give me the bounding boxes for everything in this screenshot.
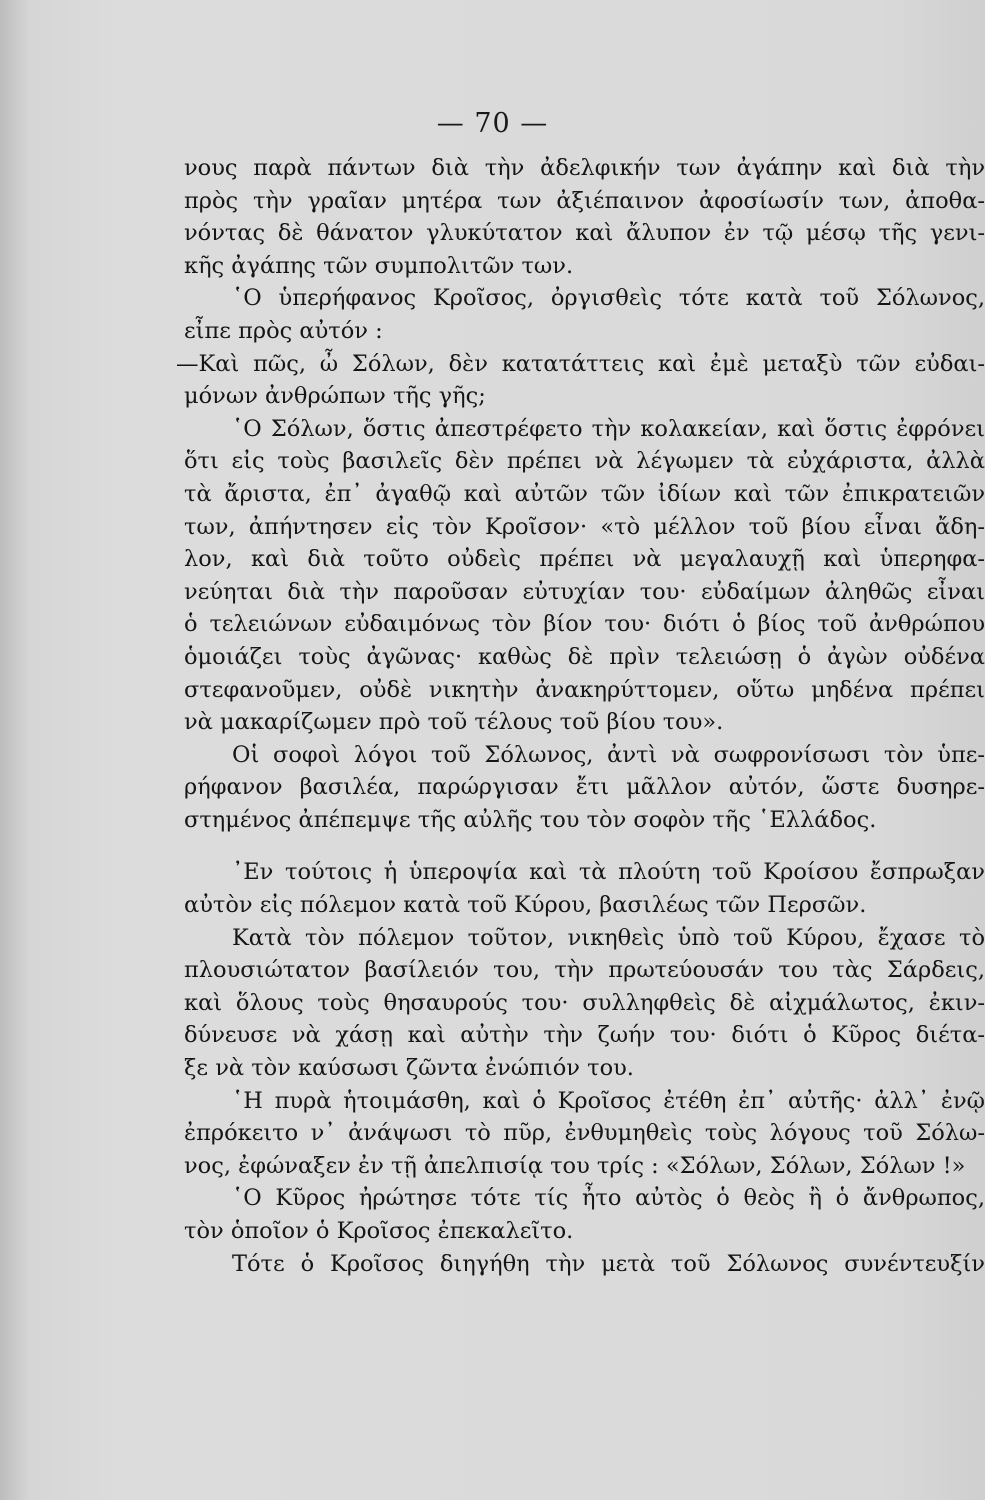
section-gap <box>184 836 985 856</box>
text-line: ἐπρόκειτο ν᾿ ἀνάψωσι τὸ πῦρ, ἐνθυμηθεὶς τοὺς λόγους τοῦ Σόλω- <box>184 1120 985 1147</box>
body-text <box>176 152 985 1280</box>
paragraph <box>184 282 985 347</box>
text-line: λον, καὶ διὰ τοῦτο οὐδεὶς πρέπει νὰ μεγαλαυχῇ καὶ ὑπερηφα- <box>184 546 985 573</box>
text-line: αὐτὸν εἰς πόλεμον κατὰ τοῦ Κύρου, βασιλέως τῶν Περσῶν. <box>184 892 867 919</box>
text-line: πρὸς τὴν γραῖαν μητέρα των ἀξιέπαινον ἀφοσίωσίν των, ἀποθα- <box>184 187 985 214</box>
text-line: ρήφανον βασιλέα, παρώργισαν ἔτι μᾶλλον αὐτόν, ὥστε δυσηρε- <box>184 774 985 801</box>
paragraph <box>184 413 985 739</box>
text-line: στημένος ἀπέπεμψε τῆς αὐλῆς του τὸν σοφὸν τῆς ῾Ελλάδος. <box>184 806 877 833</box>
text-line: κῆς ἀγάπης τῶν συμπολιτῶν των. <box>184 252 574 279</box>
paragraph <box>184 739 985 837</box>
page-number: — 70 — <box>436 108 549 139</box>
text-line: Τότε ὁ Κροῖσος διηγήθη τὴν μετὰ τοῦ Σόλωνος συνέντευξίν <box>232 1250 985 1277</box>
text-line: Οἱ σοφοὶ λόγοι τοῦ Σόλωνος, ἀντὶ νὰ σωφρονίσωσι τὸν ὑπε- <box>232 741 985 768</box>
paragraph <box>184 1248 985 1281</box>
text-line: ᾿Εν τούτοις ἡ ὑπεροψία καὶ τὰ πλούτη τοῦ Κροίσου ἔσπρωξαν <box>232 859 985 886</box>
paragraph <box>184 1085 985 1183</box>
text-line: πλουσιώτατον βασίλειόν του, τὴν πρωτεύουσάν του τὰς Σάρδεις, <box>184 957 985 984</box>
text-line: τὸν ὁποῖον ὁ Κροῖσος ἐπεκαλεῖτο. <box>184 1218 574 1244</box>
text-line: ῾Ο Σόλων, ὅστις ἀπεστρέφετο τὴν κολακείαν, καὶ ὅστις ἐφρόνει <box>232 415 985 442</box>
text-line: μόνων ἀνθρώπων τῆς γῆς; <box>184 383 486 410</box>
text-line: ῾Η πυρὰ ἡτοιμάσθη, καὶ ὁ Κροῖσος ἐτέθη ἐπ᾿ αὐτῆς· ἀλλ᾿ ἐνῷ <box>232 1087 985 1114</box>
text-line: νους παρὰ πάντων διὰ τὴν ἀδελφικήν των ἀγάπην καὶ διὰ τὴν <box>184 155 985 181</box>
text-line: ῾Ο ὑπερήφανος Κροῖσος, ὀργισθεὶς τότε κατὰ τοῦ Σόλωνος, <box>232 285 985 312</box>
text-line: νος, ἐφώναξεν ἐν τῇ ἀπελπισίᾳ του τρίς : «Σόλων, Σόλων, Σόλων !» <box>184 1152 966 1179</box>
paragraph <box>184 856 985 921</box>
paragraph <box>184 152 985 282</box>
text-line: ὁμοιάζει τοὺς ἀγῶνας· καθὼς δὲ πρὶν τελειώσῃ ὁ ἀγὼν οὐδένα <box>184 643 985 670</box>
text-line: εἶπε πρὸς αὐτόν : <box>184 317 383 344</box>
text-line: καὶ ὅλους τοὺς θησαυρούς του· συλληφθεὶς δὲ αἰχμάλωτος, ἐκιν- <box>184 989 985 1016</box>
text-line: δύνευσε νὰ χάσῃ καὶ αὐτὴν τὴν ζωήν του· διότι ὁ Κῦρος διέτα- <box>184 1022 985 1049</box>
text-line: των, ἀπήντησεν εἰς τὸν Κροῖσον· «τὸ μέλλον τοῦ βίου εἶναι ἄδη- <box>184 513 985 540</box>
text-line: ῾Ο Κῦρος ἠρώτησε τότε τίς ἦτο αὐτὸς ὁ θεὸς ἢ ὁ ἄνθρωπος, <box>232 1185 985 1212</box>
paragraph <box>184 922 985 1085</box>
text-line: στεφανοῦμεν, οὐδὲ νικητὴν ἀνακηρύττομεν, οὕτω μηδένα πρέπει <box>184 676 985 703</box>
paragraph <box>184 1182 985 1247</box>
text-line: ὅτι εἰς τοὺς βασιλεῖς δὲν πρέπει νὰ λέγωμεν τὰ εὐχάριστα, ἀλλὰ <box>184 448 985 475</box>
text-line: Κατὰ τὸν πόλεμον τοῦτον, νικηθεὶς ὑπὸ τοῦ Κύρου, ἔχασε τὸ <box>232 924 985 951</box>
text-line: ὁ τελειώνων εὐδαιμόνως τὸν βίον του· διότι ὁ βίος τοῦ ἀνθρώπου <box>184 611 985 638</box>
text-line: τὰ ἄριστα, ἐπ᾿ ἀγαθῷ καὶ αὐτῶν τῶν ἰδίων καὶ τῶν ἐπικρατειῶν <box>184 480 985 507</box>
text-line: ξε νὰ τὸν καύσωσι ζῶντα ἐνώπιόν του. <box>184 1055 634 1082</box>
text-line: —Καὶ πῶς, ὦ Σόλων, δὲν κατατάττεις καὶ ἐμὲ μεταξὺ τῶν εὐδαι- <box>176 350 985 377</box>
text-line: νὰ μακαρίζωμεν πρὸ τοῦ τέλους τοῦ βίου του». <box>184 709 724 736</box>
paragraph <box>176 348 985 413</box>
text-line: νόντας δὲ θάνατον γλυκύτατον καὶ ἄλυπον ἐν τῷ μέσῳ τῆς γενι- <box>184 220 985 247</box>
text-line: νεύηται διὰ τὴν παροῦσαν εὐτυχίαν του· εὐδαίμων ἀληθῶς εἶναι <box>184 578 985 605</box>
